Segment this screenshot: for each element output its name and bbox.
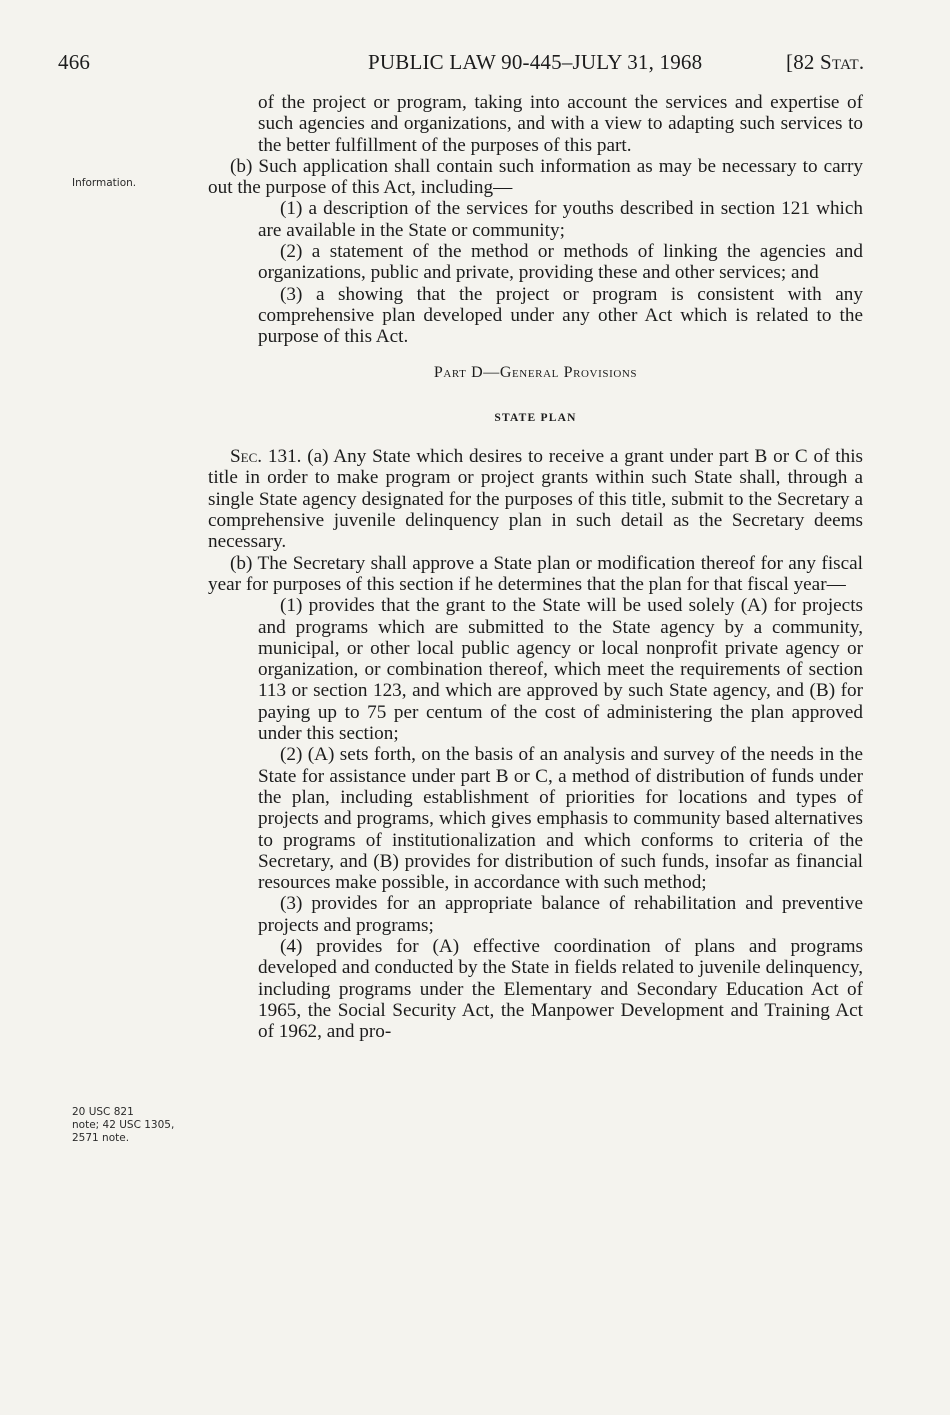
usc-line: note; 42 USC 1305, <box>72 1119 175 1131</box>
paragraph-subsection-b: (b) Such application shall contain such information as may be necessary to carry out the purpose of this Act, including— <box>208 155 863 199</box>
statute-word: Stat. <box>820 50 865 74</box>
paragraph-plan-item-4: (4) provides for (A) effective coordination of plans and programs developed and conducted by the State in fields related to juvenile delinquency, including programs under the Elementary and Secondary Education Act of 1965, the Social Security Act, the Manpower Development and Training Act of 1962, and pro- <box>258 935 863 1043</box>
paragraph-section-131-b: (b) The Secretary shall approve a State plan or modification thereof for any fiscal year for purposes of this section if he determines that the plan for that fiscal year— <box>208 552 863 595</box>
part-heading: Part D—General Provisions <box>433 363 638 381</box>
section-131-a-text: 131. (a) Any State which desires to receive a grant under part B or C of this title in order to make program or project grants within such State shall, through a single State agency designated for the purposes of this title, submit to the Secretary a comprehensive juvenile delinquency plan in such detail as the Secretary deems necessary. <box>208 446 863 553</box>
section-label: Sec. <box>230 446 263 468</box>
paragraph-section-131-a <box>208 446 863 552</box>
paragraph-item-1: (1) a description of the services for youths described in section 121 which are available in the State or community; <box>258 198 863 241</box>
upper-text-block <box>208 92 863 1042</box>
paragraph-item-2: (2) a statement of the method or methods of linking the agencies and organizations, public and private, providing these and other services; and <box>258 241 863 284</box>
paragraph-plan-item-1: (1) provides that the grant to the State will be used solely (A) for projects and programs which are submitted to the State agency by a community, municipal, or other local public agency or local nonprofit private agency or organization, or combination thereof, which meet the requirements of section 113 or section 123, and which are approved by such State agency, and (B) for paying up to 75 per centum of the cost of administering the plan approved under this section; <box>258 595 863 745</box>
statute-volume: [82 <box>786 50 821 74</box>
usc-line: 20 USC 821 <box>72 1106 134 1118</box>
statute-citation <box>786 50 864 75</box>
usc-line: 2571 note. <box>72 1132 130 1144</box>
running-head-title: PUBLIC LAW 90-445–JULY 31, 1968 <box>368 50 703 74</box>
paragraph-plan-item-2: (2) (A) sets forth, on the basis of an analysis and survey of the needs in the State for assistance under part B or C, a method of distribution of funds under the plan, including establishment of priorities for locations and types of projects and programs, which gives emphasis to community based alternatives to programs of institutionalization and which conforms to criteria of the Secretary, and (B) provides for distribution of such funds, insofar as financial resources make possible, in accordance with such method; <box>258 744 863 894</box>
paragraph-plan-item-3: (3) provides for an appropriate balance of rehabilitation and preventive projects and programs; <box>258 893 863 936</box>
page-number: 466 <box>58 50 91 74</box>
margin-note-usc-citation <box>72 1106 174 1145</box>
paragraph-item-3: (3) a showing that the project or program is consistent with any comprehensive plan developed under any other Act which is related to the purpose of this Act. <box>258 283 863 348</box>
paragraph-continuation: of the project or program, taking into account the services and expertise of such agencies and organizations, and with a view to adapting such services to the better fulfillment of the purposes of this part. <box>258 92 863 156</box>
margin-note-information: Information. <box>72 177 137 189</box>
section-subheading: STATE PLAN <box>494 411 577 424</box>
